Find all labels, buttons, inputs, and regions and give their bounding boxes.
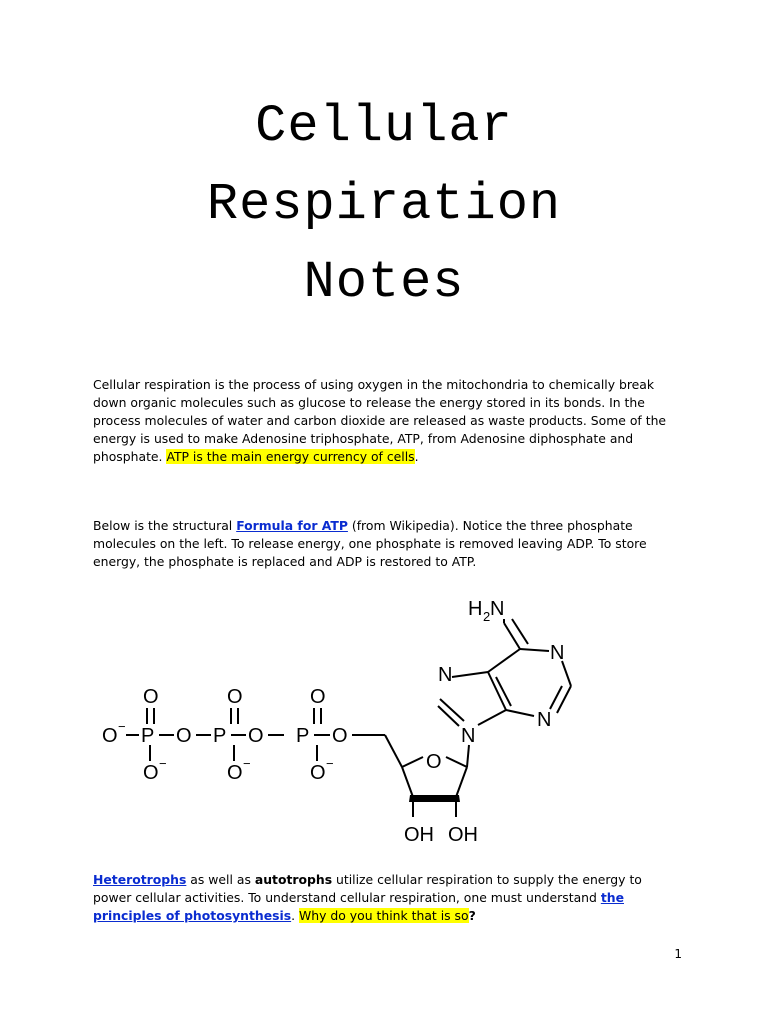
atom-o-top-1: O xyxy=(143,686,159,708)
title-line-3: Notes xyxy=(303,253,465,312)
atp-structure-figure xyxy=(88,585,608,860)
atom-o-top-2: O xyxy=(227,686,243,708)
atp-highlight: ATP is the main energy currency of cells xyxy=(166,449,415,464)
hydroxyl-left: OH xyxy=(404,824,434,846)
question-highlight: Why do you think that is so xyxy=(299,908,469,923)
atom-h: H xyxy=(468,598,483,620)
structure-text-before: Below is the structural xyxy=(93,518,237,533)
hydroxyl-right: OH xyxy=(448,824,478,846)
organisms-text-3: . xyxy=(291,908,300,923)
subscript-2: 2 xyxy=(483,609,491,624)
intro-text: Cellular respiration is the process of using oxygen in the mitochondria to chemically break down organic molecules such as glucose to release the energy stored in its bonds. In the process molecules of water and carbon dioxide are released as waste products. Some of the energy is used to make Adenosine triphosphate, ATP, from Adenosine diphosphate and phosphate. xyxy=(93,377,667,464)
atom-p-3: P xyxy=(296,725,310,747)
atom-o-bridge-2: O xyxy=(248,725,264,747)
organisms-paragraph xyxy=(93,871,683,925)
atom-n-1: N xyxy=(550,642,565,664)
atom-o-bridge-1: O xyxy=(176,725,192,747)
phosphate-chain xyxy=(102,686,385,784)
ribose-ring xyxy=(385,735,478,846)
organisms-text-2: utilize cellular respiration to supply the energy to power cellular activities. To understand cellular respiration, one must understand xyxy=(93,872,642,905)
atom-o-terminal: O xyxy=(102,725,118,747)
atom-p-2: P xyxy=(213,725,227,747)
atom-o-ring: O xyxy=(426,751,442,773)
formula-for-atp-link[interactable]: Formula for ATP xyxy=(236,518,348,533)
atom-n-amine: N xyxy=(490,598,505,620)
title-line-1: Cellular xyxy=(255,97,513,156)
adenine-base xyxy=(438,598,571,747)
atom-o-bottom-3: O xyxy=(310,762,326,784)
photosynthesis-link[interactable]: the principles of photosynthesis xyxy=(93,890,624,923)
atom-o-bottom-1: O xyxy=(143,762,159,784)
atom-n-3: N xyxy=(537,709,552,731)
charge-minus: − xyxy=(118,719,126,734)
charge-minus: − xyxy=(326,756,334,771)
autotrophs-bold: autotrophs xyxy=(254,872,333,887)
charge-minus: − xyxy=(243,756,251,771)
atom-o-bottom-2: O xyxy=(227,762,243,784)
heterotrophs-link[interactable]: Heterotrophs xyxy=(93,872,187,887)
structure-paragraph xyxy=(93,517,683,571)
intro-paragraph xyxy=(93,376,683,466)
organisms-text-1: as well as xyxy=(186,872,255,887)
atp-structural-formula xyxy=(88,585,608,860)
atom-o-top-3: O xyxy=(310,686,326,708)
structure-text-after: (from Wikipedia). Notice the three phosphate molecules on the left. To release energy, one phosphate is removed leaving ADP. To store energy, the phosphate is replaced and ADP is restored to ATP. xyxy=(93,518,647,569)
atom-n-9: N xyxy=(461,725,476,747)
page-title xyxy=(0,88,768,322)
title-line-2: Respiration xyxy=(206,175,562,234)
atom-o-ester: O xyxy=(332,725,348,747)
atom-p-1: P xyxy=(141,725,155,747)
intro-end: . xyxy=(414,449,419,464)
atom-n-7: N xyxy=(438,664,453,686)
page-number: 1 xyxy=(674,947,682,961)
charge-minus: − xyxy=(159,756,167,771)
question-mark: ? xyxy=(468,908,476,923)
